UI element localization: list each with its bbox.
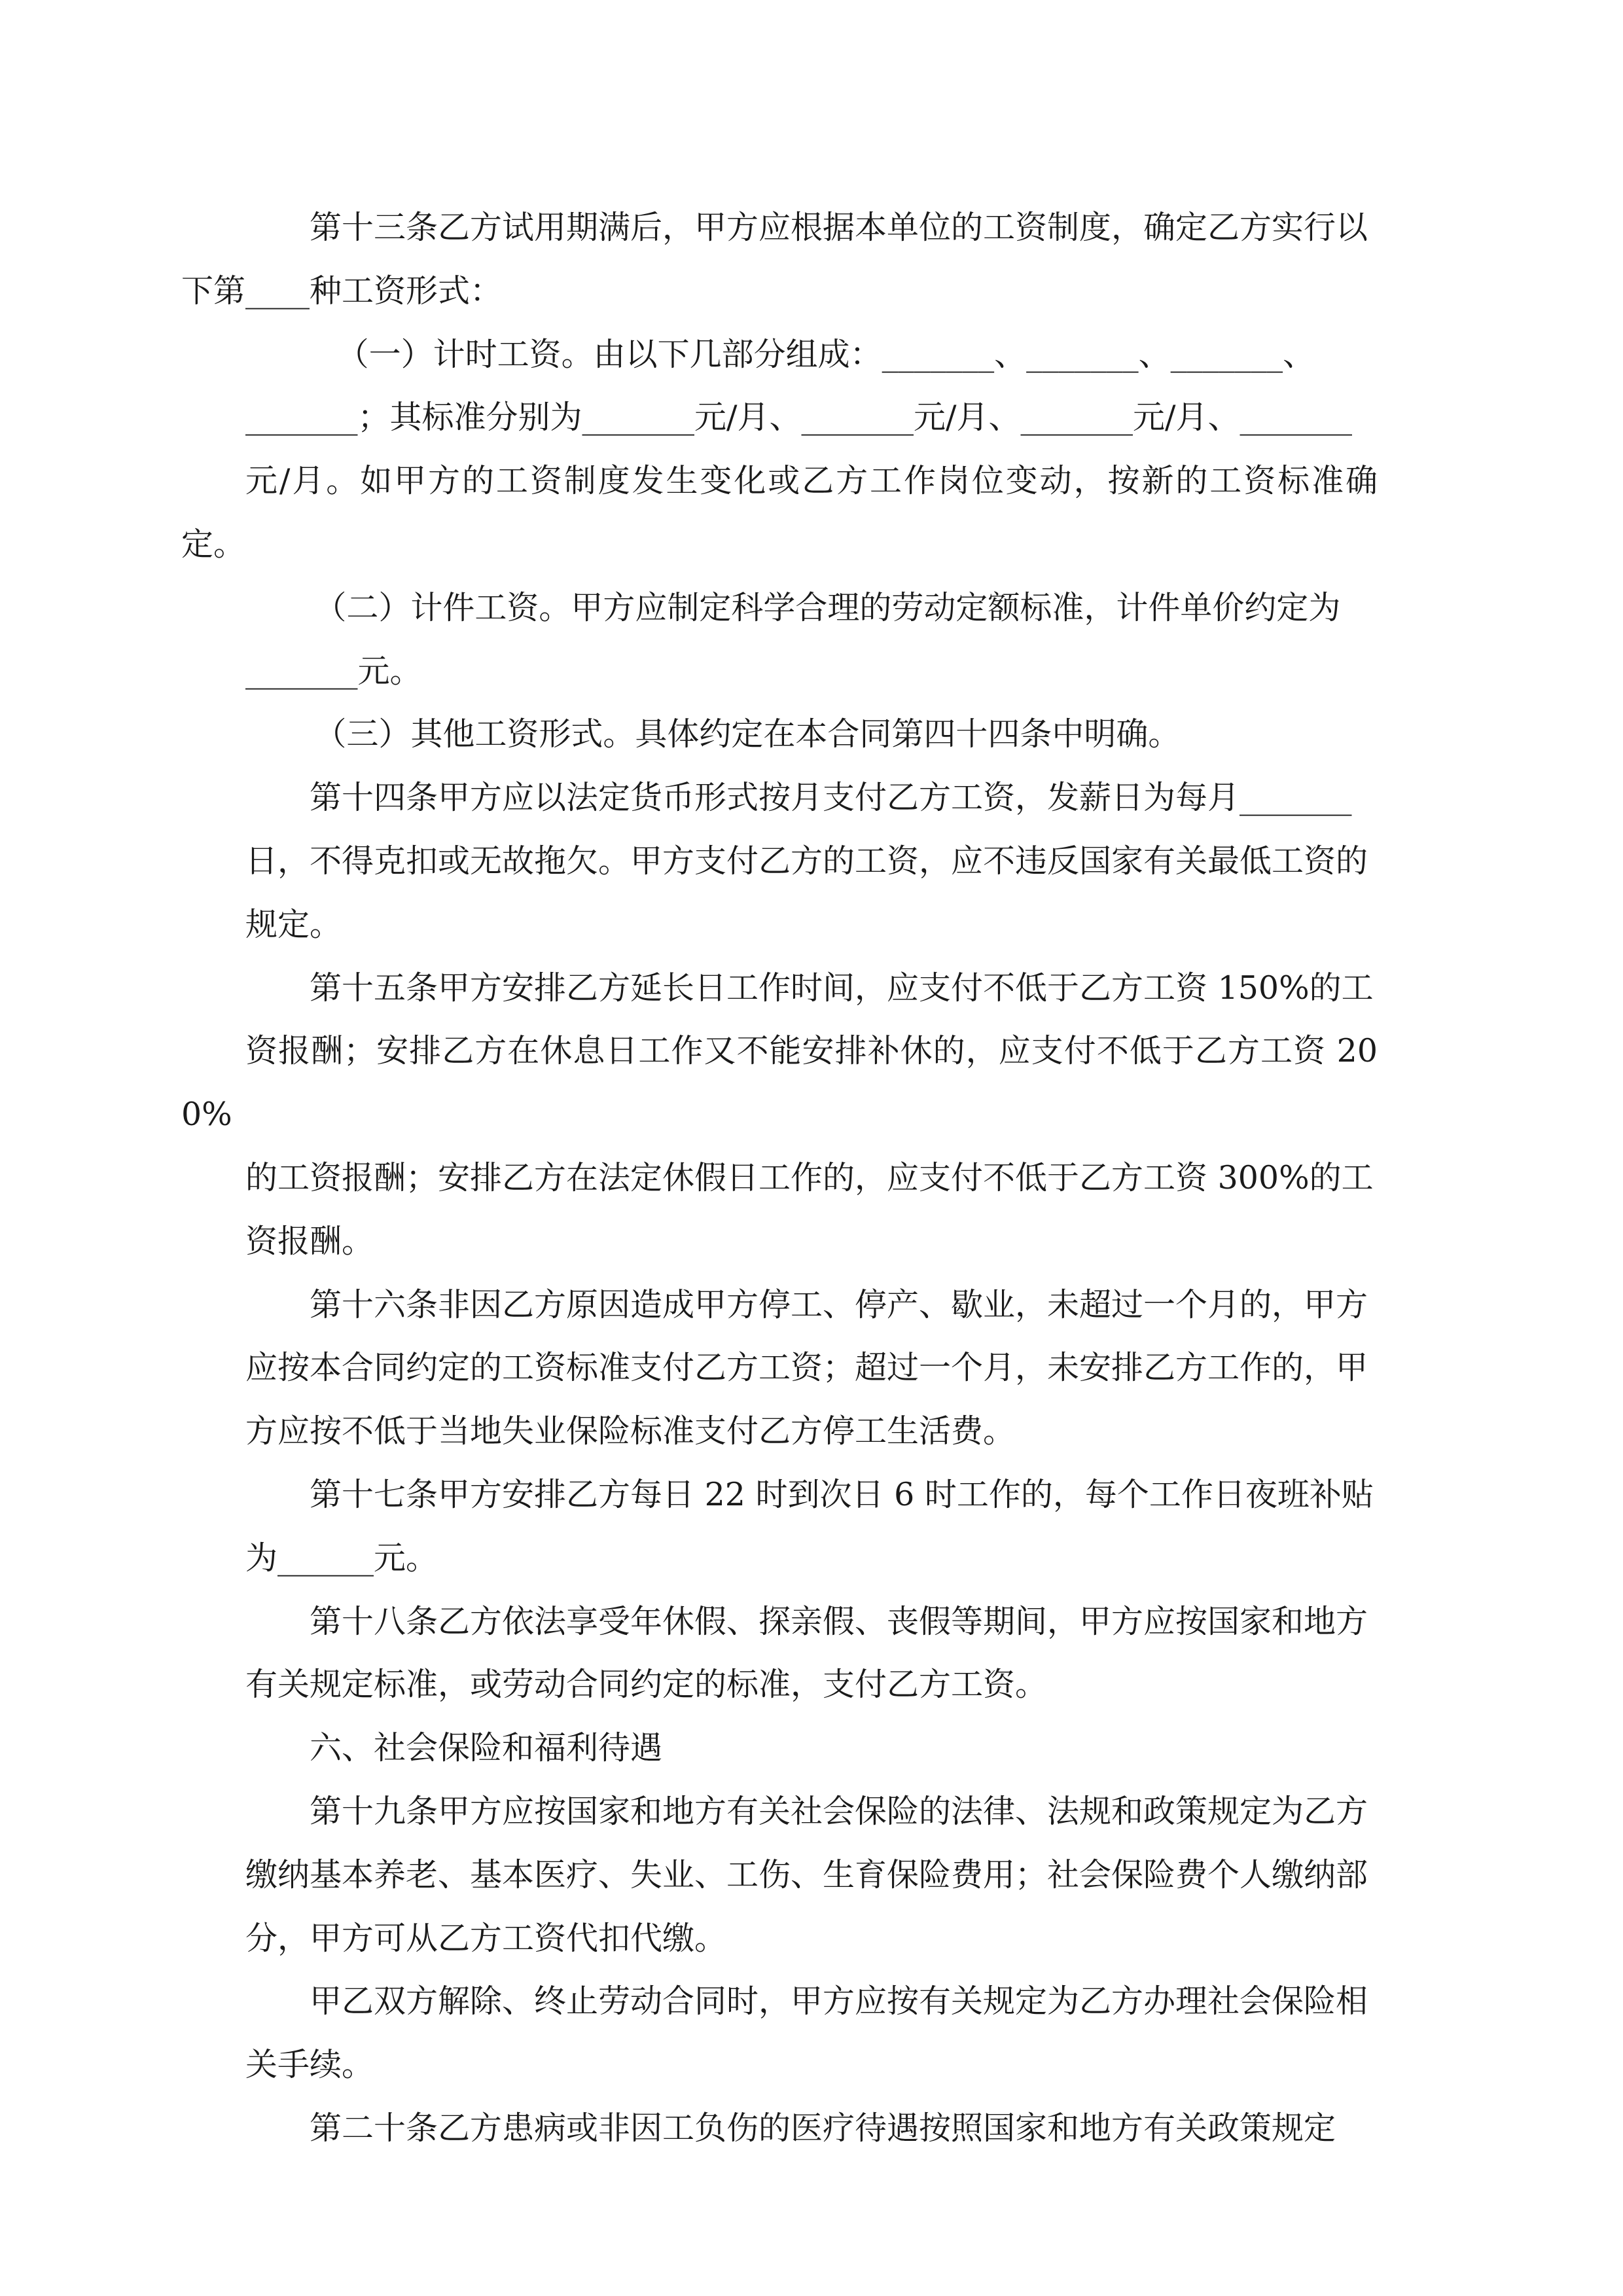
text-line: 第二十条乙方患病或非因工负伤的医疗待遇按照国家和地方有关政策规定 bbox=[310, 2109, 1336, 2147]
article-19 bbox=[245, 1780, 1378, 1970]
text-line: 资报酬；安排乙方在休息日工作又不能安排补休的，应支付不低于乙方工资 200% bbox=[181, 1032, 1378, 1134]
text-line: 第十八条乙方依法享受年休假、探亲假、丧假等期间，甲方应按国家和地方 bbox=[310, 1602, 1368, 1640]
text-line: 方应按不低于当地失业保险标准支付乙方停工生活费。 bbox=[245, 1412, 1016, 1450]
text-line: 分，甲方可从乙方工资代扣代缴。 bbox=[245, 1919, 727, 1957]
text-line: （二）计件工资。甲方应制定科学合理的劳动定额标准，计件单价约定为 bbox=[314, 588, 1341, 626]
text-line: 资报酬。 bbox=[245, 1222, 374, 1260]
contract-body bbox=[181, 196, 1378, 2161]
article-13 bbox=[181, 196, 1378, 323]
article-14 bbox=[245, 766, 1378, 956]
article-16 bbox=[245, 1274, 1378, 1463]
text-line: 规定。 bbox=[245, 905, 342, 943]
text-line: 第十四条甲方应以法定货币形式按月支付乙方工资，发薪日为每月_______ bbox=[310, 779, 1352, 817]
text-line: 有关规定标准，或劳动合同约定的标准，支付乙方工资。 bbox=[245, 1666, 1048, 1704]
text-line: _______；其标准分别为_______元/月、_______元/月、_______元/月、_______ bbox=[245, 399, 1353, 437]
text-line: 下第____种工资形式： bbox=[181, 272, 503, 310]
text-line: 应按本合同约定的工资标准支付乙方工资；超过一个月，未安排乙方工作的，甲 bbox=[245, 1349, 1368, 1387]
text-line: 第十七条甲方安排乙方每日 22 时到次日 6 时工作的，每个工作日夜班补贴 bbox=[310, 1475, 1374, 1513]
article-19-termination bbox=[245, 1970, 1378, 2097]
article-17 bbox=[245, 1463, 1378, 1590]
article-13-other-wage bbox=[245, 703, 1378, 766]
text-line: _______元。 bbox=[245, 652, 422, 690]
article-15 bbox=[181, 957, 1378, 1274]
article-18 bbox=[245, 1590, 1378, 1717]
text-line: 关手续。 bbox=[245, 2046, 374, 2084]
section-heading: 六、社会保险和福利待遇 bbox=[310, 1729, 663, 1767]
text-line: 第十六条非因乙方原因造成甲方停工、停产、歇业，未超过一个月的，甲方 bbox=[310, 1285, 1368, 1323]
section-heading-social-insurance bbox=[245, 1717, 1378, 1780]
text-line: 甲乙双方解除、终止劳动合同时，甲方应按有关规定为乙方办理社会保险相 bbox=[310, 1982, 1368, 2020]
text-line: 第十三条乙方试用期满后，甲方应根据本单位的工资制度，确定乙方实行以 bbox=[310, 209, 1368, 246]
text-line: 缴纳基本养老、基本医疗、失业、工伤、生育保险费用；社会保险费个人缴纳部 bbox=[245, 1856, 1368, 1893]
article-20 bbox=[245, 2097, 1378, 2161]
text-line: （一）计时工资。由以下几部分组成：_______、_______、_______、 bbox=[336, 335, 1315, 373]
text-line: 的工资报酬；安排乙方在法定休假日工作的，应支付不低于乙方工资 300%的工 bbox=[245, 1158, 1374, 1196]
text-line: （三）其他工资形式。具体约定在本合同第四十四条中明确。 bbox=[314, 715, 1181, 753]
text-line: 第十九条甲方应按国家和地方有关社会保险的法律、法规和政策规定为乙方 bbox=[310, 1792, 1368, 1830]
text-line: 为______元。 bbox=[245, 1539, 438, 1577]
article-13-hourly-wage bbox=[181, 323, 1378, 577]
text-line: 第十五条甲方安排乙方延长日工作时间，应支付不低于乙方工资 150%的工 bbox=[310, 969, 1374, 1007]
text-line: 元/月。如甲方的工资制度发生变化或乙方工作岗位变动，按新的工资标准确定。 bbox=[181, 462, 1378, 563]
text-line: 日，不得克扣或无故拖欠。甲方支付乙方的工资，应不违反国家有关最低工资的 bbox=[245, 842, 1368, 880]
article-13-piece-wage bbox=[245, 577, 1378, 704]
